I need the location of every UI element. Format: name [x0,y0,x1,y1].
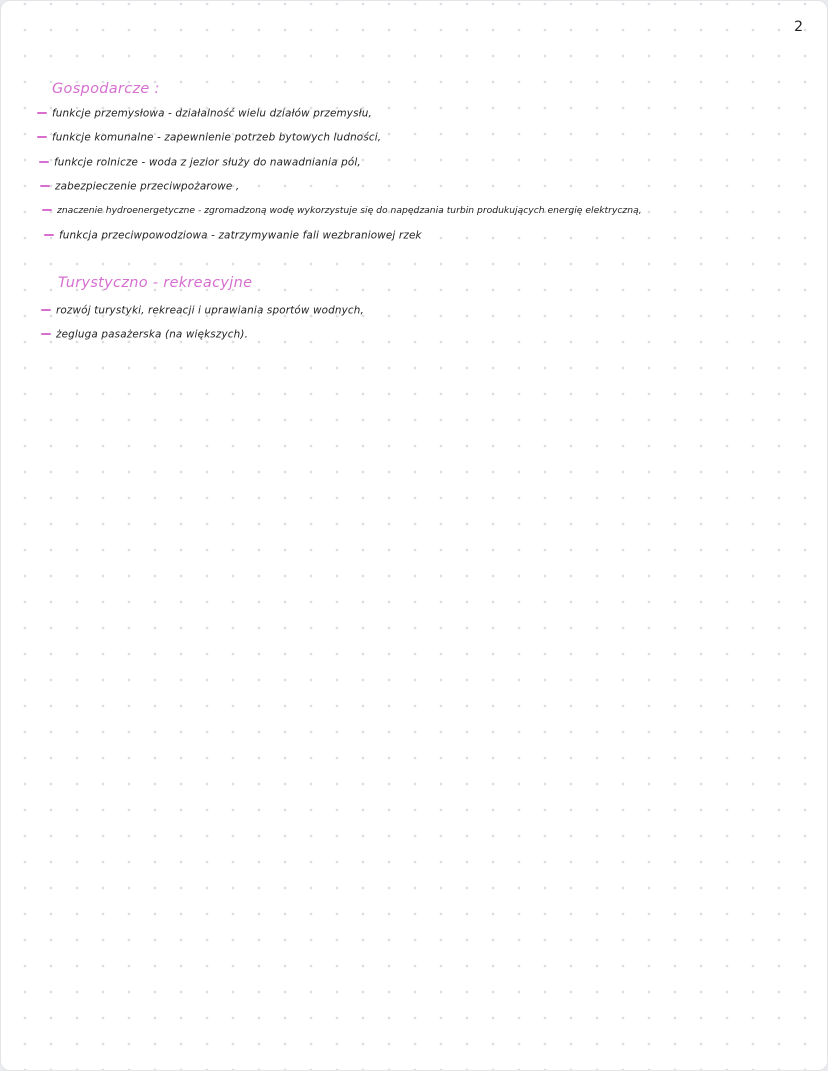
bullet-dash-icon [39,161,49,163]
list-item [41,301,364,323]
list-item [41,325,248,347]
bullet-dash-icon [41,333,51,335]
list-item [40,177,239,199]
list-item-text: żegluga pasażerska (na większych). [56,328,249,341]
list-item-text: funkcje komunalne - zapewnienie potrzeb bytowych ludności, [52,131,382,144]
list-item [44,226,422,248]
bullet-dash-icon [40,185,50,187]
page-number: 2 [794,19,803,35]
list-item-text: funkcje przemysłowa - działalność wielu działów przemysłu, [52,107,372,120]
bullet-dash-icon [44,234,54,236]
list-item [37,104,372,126]
list-item-text: funkcje rolnicze - woda z jezior służy do nawadniania pól, [54,156,361,169]
list-item [39,153,361,175]
list-item-text: rozwój turystyki, rekreacji i uprawiania sportów wodnych, [56,304,364,317]
list-item-text: znaczenie hydroenergetyczne - zgromadzoną wodę wykorzystuje się do napędzania turbin produkujących energię elektryczną, [57,204,642,216]
bullet-dash-icon [37,112,47,114]
bullet-dash-icon [42,209,52,211]
list-item-text: zabezpieczenie przeciwpożarowe , [55,180,240,193]
section-title-gospodarcze: Gospodarcze : [52,81,160,97]
list-item-text: funkcja przeciwpowodziowa - zatrzymywanie fali wezbraniowej rzek [59,229,422,242]
bullet-dash-icon [41,309,51,311]
section-title-turystyczno-rekreacyjne: Turystyczno - rekreacyjne [58,275,253,291]
list-item [42,201,642,223]
list-item [37,128,381,150]
bullet-dash-icon [37,136,47,138]
